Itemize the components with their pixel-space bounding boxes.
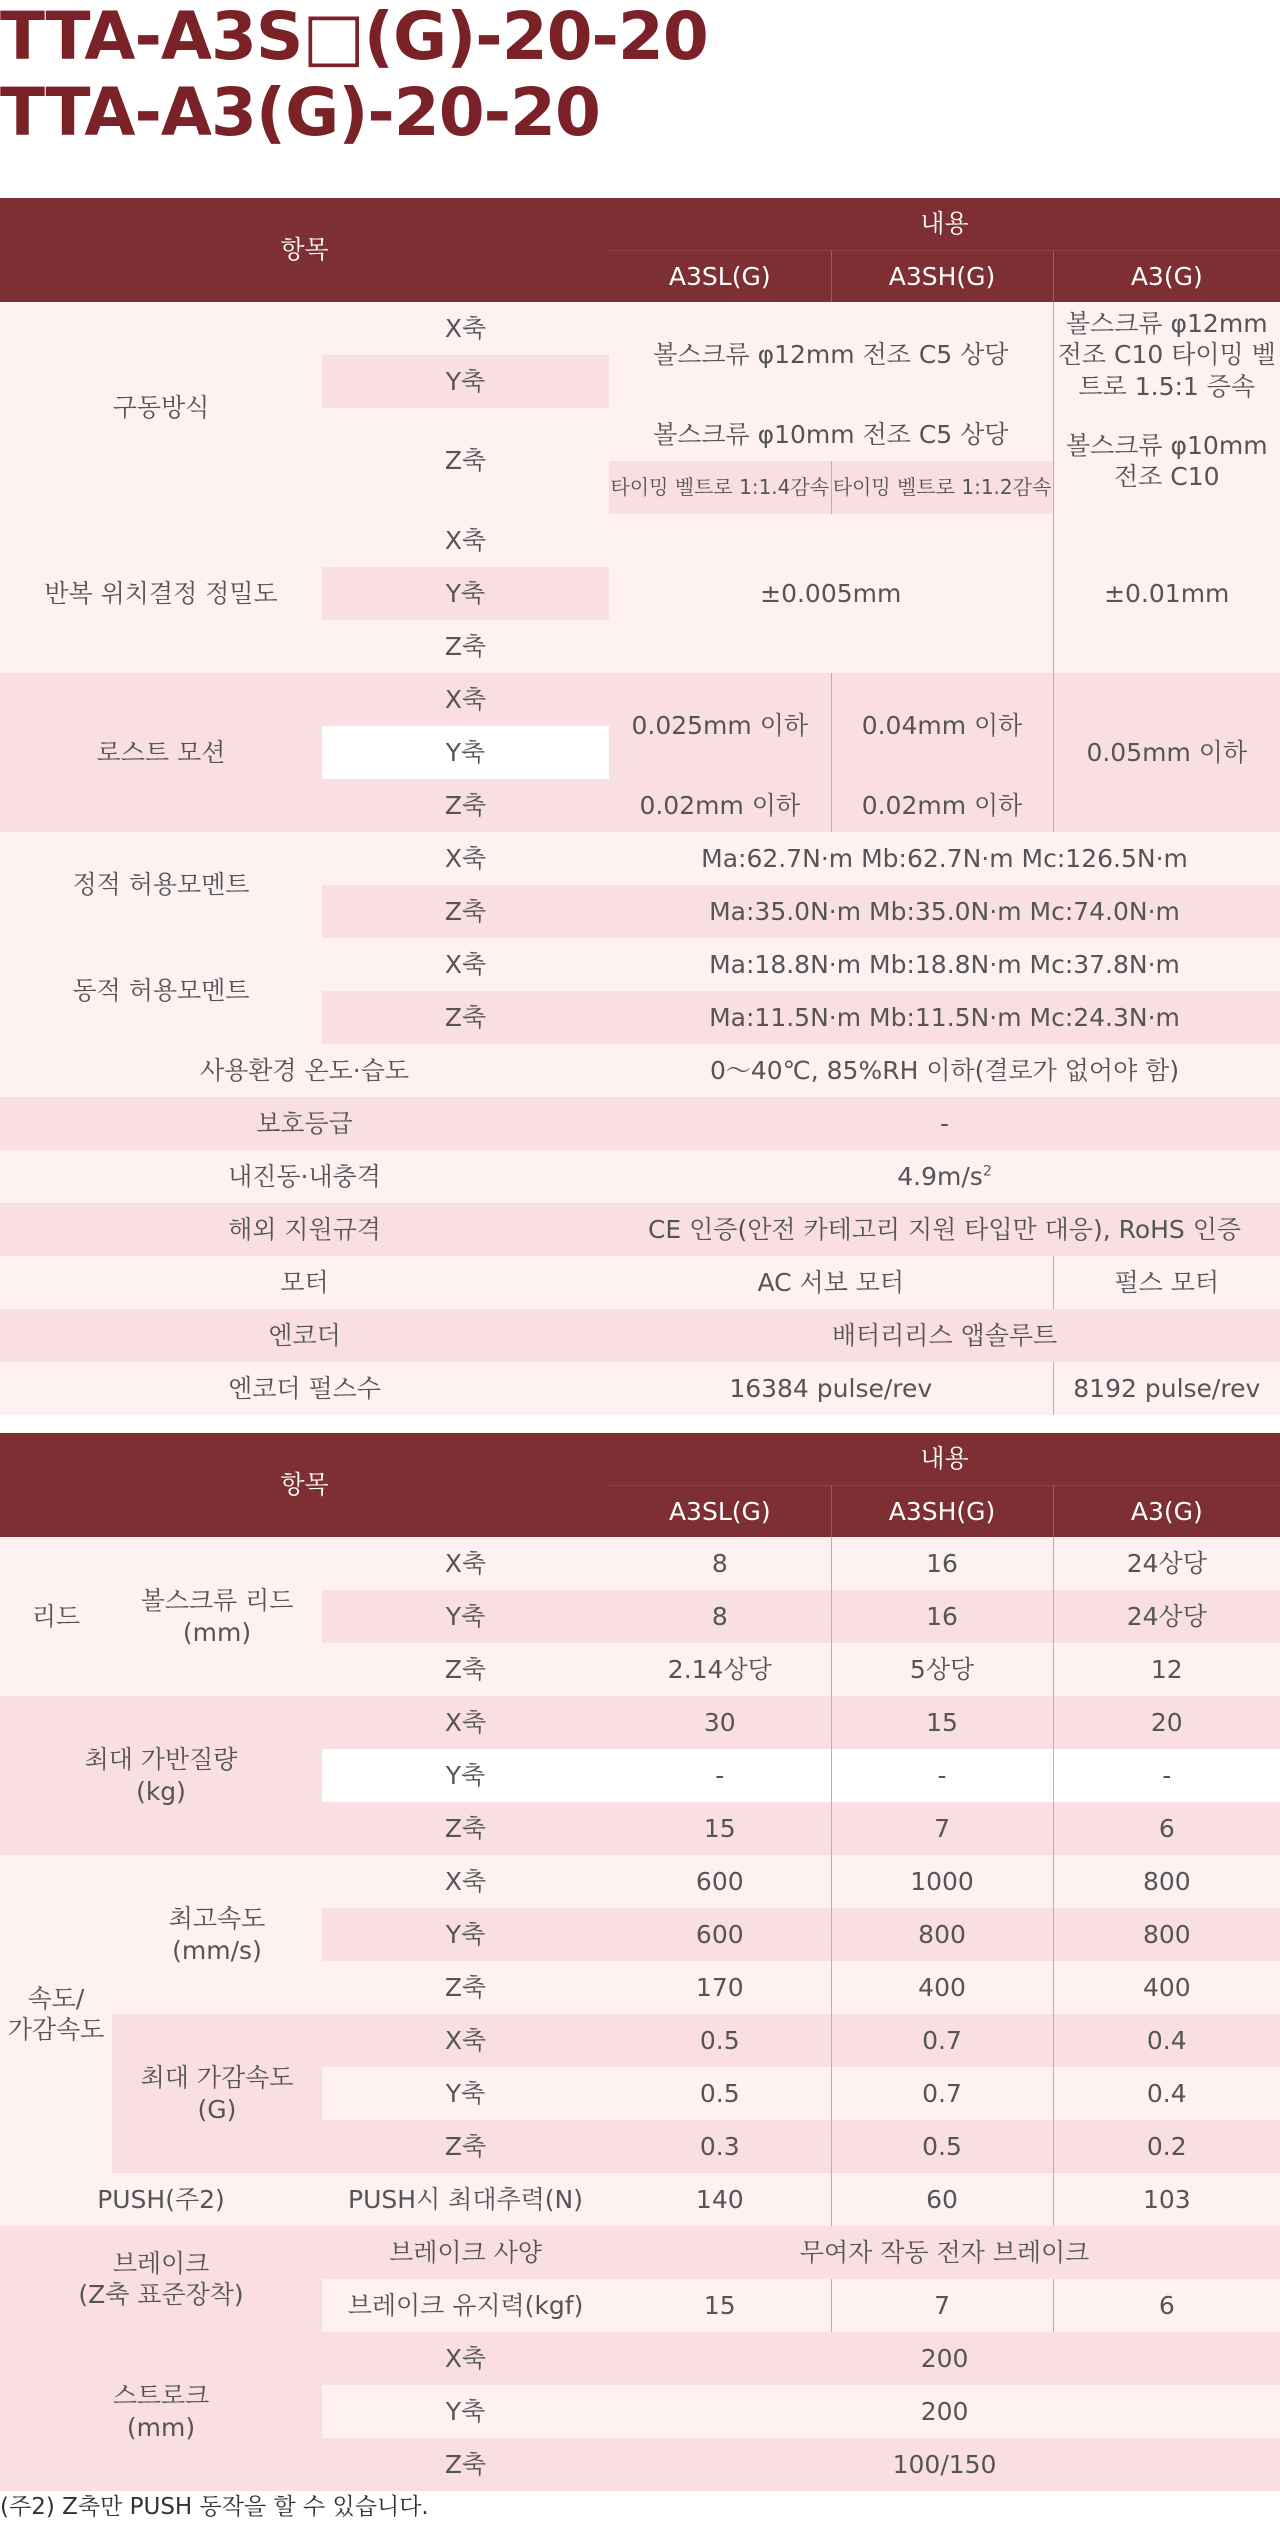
repeatability-a3: ±0.01mm (1053, 514, 1280, 673)
brake-hold-label: 브레이크 유지력(kgf) (322, 2279, 609, 2332)
speed-z-a3sl: 170 (609, 1961, 831, 2014)
repeatability-a3s: ±0.005mm (609, 514, 1053, 673)
drive-z-a3sh-belt: 타이밍 벨트로 1:1.2감속 (831, 461, 1053, 514)
push-a3sh: 60 (831, 2173, 1053, 2226)
axis-x: X축 (322, 832, 609, 885)
environment-value: 0～40℃, 85%RH 이하(결로가 없어야 함) (609, 1044, 1280, 1097)
axis-x: X축 (322, 1537, 609, 1590)
speed-x-a3: 800 (1053, 1855, 1280, 1908)
axis-y: Y축 (322, 2067, 609, 2120)
axis-y: Y축 (322, 1749, 609, 1802)
axis-x: X축 (322, 1855, 609, 1908)
accel-x-a3sh: 0.7 (831, 2014, 1053, 2067)
payload-x-a3sh: 15 (831, 1696, 1053, 1749)
axis-x: X축 (322, 514, 609, 567)
brake-spec-value: 무여자 작동 전자 브레이크 (609, 2226, 1280, 2279)
lost-a3: 0.05mm 이하 (1053, 673, 1280, 832)
accel-z-a3: 0.2 (1053, 2120, 1280, 2173)
row-label-vibration: 내진동·내충격 (0, 1150, 609, 1203)
accel-x-a3: 0.4 (1053, 2014, 1280, 2067)
lead-x-a3: 24상당 (1053, 1537, 1280, 1590)
lead-y-a3: 24상당 (1053, 1590, 1280, 1643)
accel-z-a3sh: 0.5 (831, 2120, 1053, 2173)
protection-value: - (609, 1097, 1280, 1150)
row-label-payload: 최대 가반질량 (kg) (0, 1696, 322, 1855)
motor-a3: 펄스 모터 (1053, 1256, 1280, 1309)
row-label-lost-motion: 로스트 모션 (0, 673, 322, 832)
row-label-protection: 보호등급 (0, 1097, 609, 1150)
standards-value: CE 인증(안전 카테고리 지원 타입만 대응), RoHS 인증 (609, 1203, 1280, 1256)
axis-x: X축 (322, 302, 609, 355)
brake-spec-label: 브레이크 사양 (322, 2226, 609, 2279)
drive-xy-a3s: 볼스크류 φ12mm 전조 C5 상당 (609, 302, 1053, 408)
axis-z: Z축 (322, 1643, 609, 1696)
drive-z-a3sl-belt: 타이밍 벨트로 1:1.4감속 (609, 461, 831, 514)
row-label-standards: 해외 지원규격 (0, 1203, 609, 1256)
accel-y-a3sh: 0.7 (831, 2067, 1053, 2120)
row-label-stroke: 스트로크 (mm) (0, 2332, 322, 2491)
axis-z: Z축 (322, 885, 609, 938)
brake-hold-a3: 6 (1053, 2279, 1280, 2332)
vibration-value: $4.9m/s^2$ (609, 1150, 1280, 1203)
lead-y-a3sl: 8 (609, 1590, 831, 1643)
lead-x-a3sh: 16 (831, 1537, 1053, 1590)
row-label-max-accel: 최대 가감속도 (G) (112, 2014, 322, 2173)
axis-x: X축 (322, 673, 609, 726)
footnote: (주2) Z축만 PUSH 동작을 할 수 있습니다. (0, 2494, 429, 2520)
axis-z: Z축 (322, 620, 609, 673)
brake-hold-a3sh: 7 (831, 2279, 1053, 2332)
speed-x-a3sh: 1000 (831, 1855, 1053, 1908)
row-label-encoder-pulse: 엔코더 펄스수 (0, 1362, 609, 1415)
header-content: 내용 (609, 1433, 1280, 1485)
push-a3sl: 140 (609, 2173, 831, 2226)
axis-z: Z축 (322, 2120, 609, 2173)
row-label-max-speed: 최고속도 (mm/s) (112, 1855, 322, 2014)
row-label-lead: 리드 (0, 1537, 112, 1696)
axis-y: Y축 (322, 1908, 609, 1961)
axis-z: Z축 (322, 408, 609, 514)
payload-x-a3: 20 (1053, 1696, 1280, 1749)
stroke-x: 200 (609, 2332, 1280, 2385)
header-item: 항목 (0, 198, 609, 302)
lost-xy-a3sh: 0.04mm 이하 (831, 673, 1053, 779)
row-label-repeatability: 반복 위치결정 정밀도 (0, 514, 322, 673)
row-label-push: PUSH(주2) (0, 2173, 322, 2226)
drive-z-a3: 볼스크류 φ10mm 전조 C10 (1053, 408, 1280, 514)
header-col-a3sh: A3SH(G) (831, 250, 1053, 302)
payload-x-a3sl: 30 (609, 1696, 831, 1749)
axis-x: X축 (322, 938, 609, 991)
product-title-1: TTA-A3S□(G)-20-20 (0, 0, 708, 75)
static-moment-x: Ma:62.7N·m Mb:62.7N·m Mc:126.5N·m (609, 832, 1280, 885)
row-label-speed-accel: 속도/ 가감속도 (0, 1855, 112, 2173)
payload-z-a3: 6 (1053, 1802, 1280, 1855)
accel-z-a3sl: 0.3 (609, 2120, 831, 2173)
axis-z: Z축 (322, 991, 609, 1044)
payload-y-a3: - (1053, 1749, 1280, 1802)
header-col-a3: A3(G) (1053, 1485, 1280, 1537)
stroke-z: 100/150 (609, 2438, 1280, 2491)
axis-z: Z축 (322, 1961, 609, 2014)
row-label-drive: 구동방식 (0, 302, 322, 514)
payload-y-a3sl: - (609, 1749, 831, 1802)
header-col-a3: A3(G) (1053, 250, 1280, 302)
speed-z-a3sh: 400 (831, 1961, 1053, 2014)
motor-a3s: AC 서보 모터 (609, 1256, 1053, 1309)
lead-z-a3: 12 (1053, 1643, 1280, 1696)
lost-z-a3sl: 0.02mm 이하 (609, 779, 831, 832)
row-label-brake: 브레이크 (Z축 표준장착) (0, 2226, 322, 2332)
accel-x-a3sl: 0.5 (609, 2014, 831, 2067)
header-col-a3sl: A3SL(G) (609, 1485, 831, 1537)
row-label-ballscrew-lead: 볼스크류 리드 (mm) (112, 1537, 322, 1696)
spec-table-performance (0, 1433, 1280, 2491)
speed-z-a3: 400 (1053, 1961, 1280, 2014)
lost-z-a3sh: 0.02mm 이하 (831, 779, 1053, 832)
dynamic-moment-x: Ma:18.8N·m Mb:18.8N·m Mc:37.8N·m (609, 938, 1280, 991)
push-a3: 103 (1053, 2173, 1280, 2226)
speed-y-a3: 800 (1053, 1908, 1280, 1961)
axis-y: Y축 (322, 1590, 609, 1643)
axis-x: X축 (322, 2014, 609, 2067)
axis-y: Y축 (322, 726, 609, 779)
row-label-static-moment: 정적 허용모멘트 (0, 832, 322, 938)
drive-z-a3s: 볼스크류 φ10mm 전조 C5 상당 (609, 408, 1053, 461)
speed-x-a3sl: 600 (609, 1855, 831, 1908)
header-col-a3sh: A3SH(G) (831, 1485, 1053, 1537)
encoder-pulse-a3: 8192 pulse/rev (1053, 1362, 1280, 1415)
payload-z-a3sl: 15 (609, 1802, 831, 1855)
accel-y-a3: 0.4 (1053, 2067, 1280, 2120)
axis-x: X축 (322, 1696, 609, 1749)
axis-z: Z축 (322, 2438, 609, 2491)
spec-table-general (0, 198, 1280, 1415)
header-col-a3sl: A3SL(G) (609, 250, 831, 302)
encoder-pulse-a3s: 16384 pulse/rev (609, 1362, 1053, 1415)
accel-y-a3sl: 0.5 (609, 2067, 831, 2120)
stroke-y: 200 (609, 2385, 1280, 2438)
drive-xy-a3: 볼스크류 φ12mm 전조 C10 타이밍 벨트로 1.5:1 증속 (1053, 302, 1280, 408)
row-label-environment: 사용환경 온도·습도 (0, 1044, 609, 1097)
row-label-dynamic-moment: 동적 허용모멘트 (0, 938, 322, 1044)
axis-x: X축 (322, 2332, 609, 2385)
lead-z-a3sh: 5상당 (831, 1643, 1053, 1696)
dynamic-moment-z: Ma:11.5N·m Mb:11.5N·m Mc:24.3N·m (609, 991, 1280, 1044)
axis-z: Z축 (322, 779, 609, 832)
brake-hold-a3sl: 15 (609, 2279, 831, 2332)
lead-x-a3sl: 8 (609, 1537, 831, 1590)
lead-y-a3sh: 16 (831, 1590, 1053, 1643)
static-moment-z: Ma:35.0N·m Mb:35.0N·m Mc:74.0N·m (609, 885, 1280, 938)
product-title-2: TTA-A3(G)-20-20 (0, 74, 600, 151)
payload-y-a3sh: - (831, 1749, 1053, 1802)
encoder-value: 배터리리스 앱솔루트 (609, 1309, 1280, 1362)
lost-xy-a3sl: 0.025mm 이하 (609, 673, 831, 779)
axis-y: Y축 (322, 567, 609, 620)
row-label-motor: 모터 (0, 1256, 609, 1309)
push-sub-label: PUSH시 최대추력(N) (322, 2173, 609, 2226)
axis-z: Z축 (322, 1802, 609, 1855)
header-item: 항목 (0, 1433, 609, 1537)
speed-y-a3sh: 800 (831, 1908, 1053, 1961)
row-label-encoder: 엔코더 (0, 1309, 609, 1362)
axis-y: Y축 (322, 2385, 609, 2438)
header-content: 내용 (609, 198, 1280, 250)
payload-z-a3sh: 7 (831, 1802, 1053, 1855)
axis-y: Y축 (322, 355, 609, 408)
speed-y-a3sl: 600 (609, 1908, 831, 1961)
lead-z-a3sl: 2.14상당 (609, 1643, 831, 1696)
